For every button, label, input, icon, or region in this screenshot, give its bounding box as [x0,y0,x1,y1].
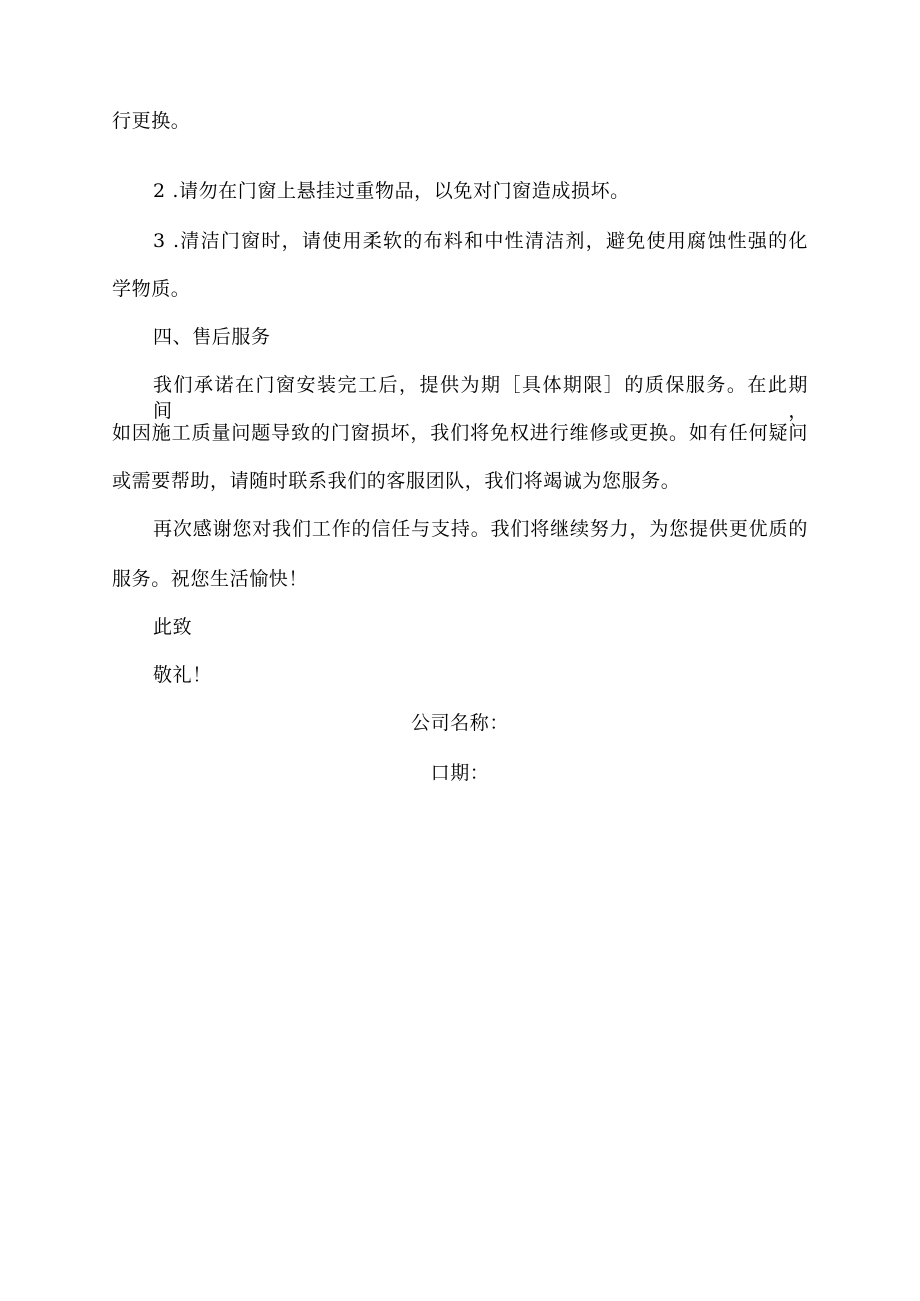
text-line-continuation: 行更换。 [112,110,191,132]
company-name-label: 公司名称： [410,712,509,734]
text-line-item-2: 2 .请勿在门窗上悬挂过重物品，以免对门窗造成损坏。 [153,180,630,202]
text-line-service-3: 或需要帮助，请随时联系我们的客服团队，我们将竭诚为您服务。 [112,470,681,492]
date-label: 口期： [430,762,490,784]
text-line-service-2: 如因施工质量问题导致的门窗损坏，我们将免权进行维修或更换。如有任何疑问 [112,422,808,444]
text-line-item-3-cont: 学物质。 [112,278,191,300]
closing-ci-zhi: 此致 [153,616,193,638]
text-line-thanks-1: 再次感谢您对我们工作的信任与支持。我们将继续努力，为您提供更优质的 [153,518,808,540]
closing-jing-li: 敬礼！ [153,664,212,686]
section-heading-after-sales: 四、售后服务 [153,326,271,348]
text-line-service-1: 我们承诺在门窗安装完工后，提供为期［具体期限］的质保服务。在此期间， [153,374,808,422]
text-line-item-3: 3 .清洁门窗时，请使用柔软的布料和中性清洁剂，避免使用腐蚀性强的化 [153,230,808,252]
text-line-thanks-2: 服务。祝您生活愉快！ [112,568,309,590]
